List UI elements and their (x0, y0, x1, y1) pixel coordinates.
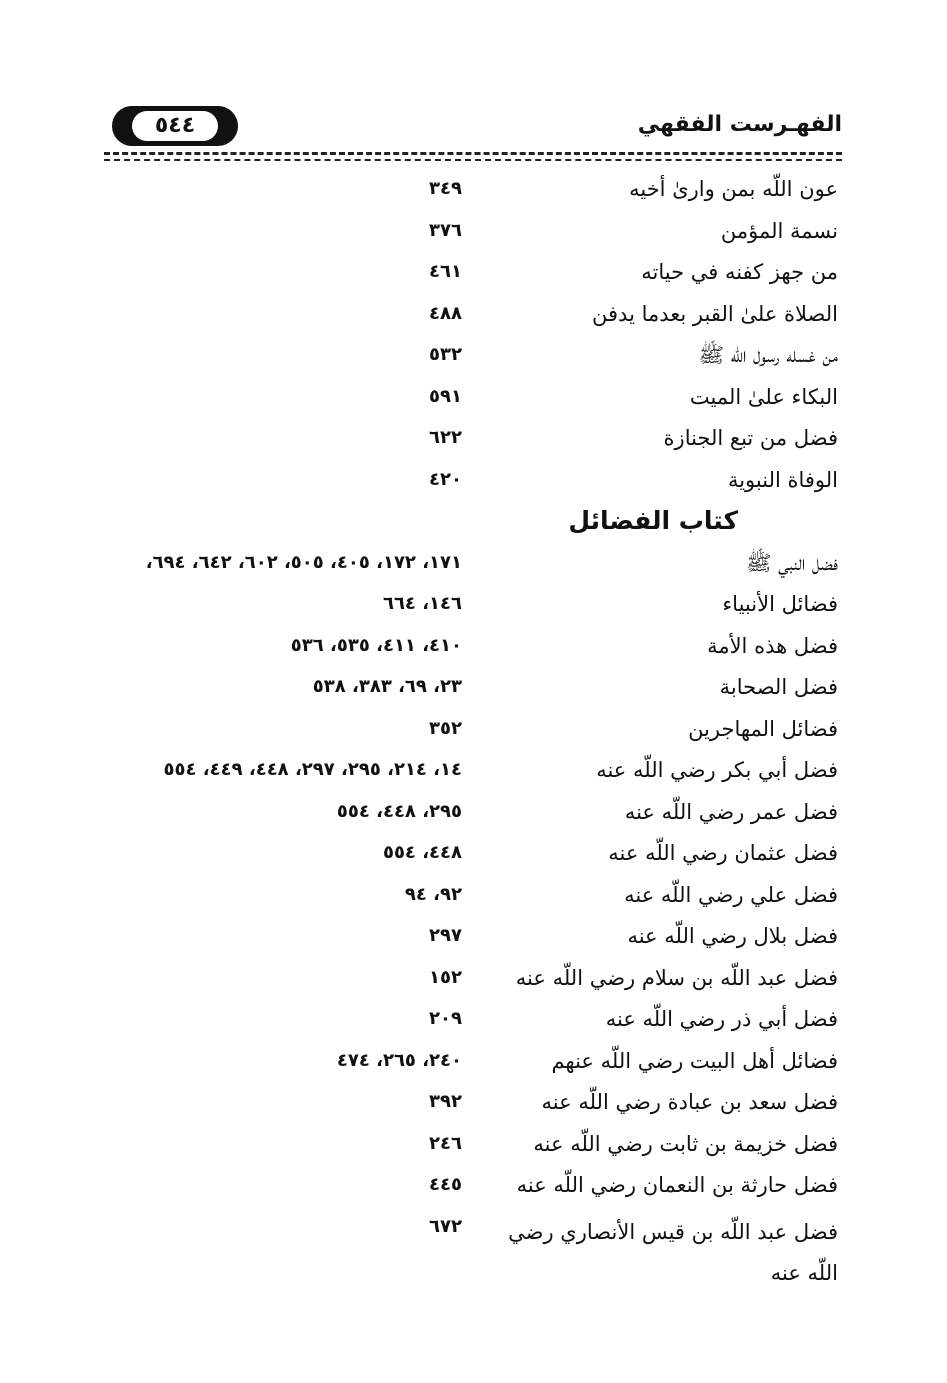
index-entry (100, 793, 842, 835)
entry-title: فضل عبد اللّه بن سلام رضي اللّه عنه (515, 965, 838, 990)
entry-title: الصلاة علىٰ القبر بعدما يدفن (592, 301, 838, 326)
entry-pages: ١٧١، ١٧٢، ٤٠٥، ٥٠٥، ٦٠٢، ٦٤٢، ٦٩٤، (145, 551, 462, 573)
page-number: ٥٤٤ (132, 111, 218, 141)
entry-title: عون اللّه بمن وارىٰ أخيه (629, 177, 838, 201)
index-entry (100, 585, 842, 627)
entry-pages: ٤٤٥ (429, 1174, 462, 1195)
entry-title: فضل بلال رضي اللّه عنه (627, 924, 838, 948)
entry-title: من جهز كفنه في حياته (641, 260, 838, 284)
index-entry (100, 710, 842, 752)
index-entry (100, 751, 842, 793)
entry-pages: ٣٩٢ (429, 1091, 462, 1112)
entry-title: فضل أبي بكر رضي اللّه عنه (596, 758, 838, 782)
index-entry (100, 461, 842, 503)
index-entry (100, 627, 842, 669)
entry-title: فضل عمر رضي اللّه عنه (624, 799, 838, 824)
entry-pages: ١٥٢ (429, 966, 462, 988)
entry-pages: ٢٠٩ (429, 1008, 462, 1029)
entry-title: فضل من تبع الجنازة (663, 426, 838, 450)
entry-pages: ١٤، ٢١٤، ٢٩٥، ٢٩٧، ٤٤٨، ٤٤٩، ٥٥٤ (163, 759, 462, 780)
entry-title: فضائل الأنبياء (722, 592, 838, 616)
entry-pages: ٢٤٦ (429, 1132, 462, 1154)
index-entry (100, 668, 842, 710)
entry-title: فضائل المهاجرين (688, 716, 838, 741)
entry-pages: ٢٩٥، ٤٤٨، ٥٥٤ (336, 800, 462, 822)
index-entry (100, 544, 842, 586)
entry-title: فضل عبد اللّه بن قيس الأنصاري رضي اللّه عنه (508, 1219, 838, 1285)
index-entry (100, 295, 842, 337)
page-number-badge (112, 106, 238, 146)
entry-pages: ٤٦١ (429, 261, 462, 282)
section-heading: كتاب الفضائل (568, 506, 738, 535)
running-title: الفهـرست الفقهي (637, 112, 842, 137)
header-divider-secondary (104, 159, 842, 161)
entry-title: فضل أبي ذر رضي اللّه عنه (605, 1007, 838, 1031)
entry-title: من غسله رسول اللّه ﷺ (698, 343, 838, 367)
index-entry (100, 876, 842, 918)
entry-title: فضل النبي ﷺ (746, 550, 838, 575)
index-list (100, 170, 842, 1292)
page-header (100, 100, 842, 162)
entry-title: فضل سعد بن عبادة رضي اللّه عنه (541, 1090, 838, 1114)
entry-title: البكاء علىٰ الميت (689, 384, 838, 409)
header-divider (104, 152, 842, 155)
index-entry (100, 1042, 842, 1084)
entry-pages: ٣٧٦ (429, 219, 462, 241)
entry-pages: ٢٩٧ (429, 925, 462, 946)
index-entry (100, 212, 842, 254)
entry-pages: ٣٤٩ (429, 178, 462, 199)
index-entry (100, 336, 842, 378)
entry-pages: ٢٣، ٦٩، ٣٨٣، ٥٣٨ (312, 676, 462, 697)
index-entry (100, 1000, 842, 1042)
entry-title: فضل الصحابة (719, 675, 838, 699)
section-heading-row (100, 502, 842, 544)
entry-pages: ٦٢٢ (429, 427, 462, 448)
index-entry (100, 170, 842, 212)
entry-pages: ٤١٠، ٤١١، ٥٣٥، ٥٣٦ (290, 634, 462, 656)
entry-title: الوفاة النبوية (727, 467, 838, 492)
entry-pages: ٤٨٨ (429, 302, 462, 324)
index-entry (100, 834, 842, 876)
entry-pages: ٤٢٠ (429, 468, 462, 490)
entry-pages: ١٤٦، ٦٦٤ (382, 593, 462, 614)
entry-pages: ٥٩١ (429, 385, 462, 407)
entry-pages: ٤٤٨، ٥٥٤ (382, 842, 462, 863)
entry-title: فضل علي رضي اللّه عنه (624, 882, 838, 907)
entry-pages: ٩٢، ٩٤ (404, 883, 462, 905)
entry-title: فضل هذه الأمة (707, 633, 838, 658)
entry-title: فضل عثمان رضي اللّه عنه (608, 841, 838, 865)
index-entry (100, 419, 842, 461)
entry-title: فضائل أهل البيت رضي اللّه عنهم (551, 1048, 838, 1073)
entry-pages: ٣٥٢ (429, 717, 462, 739)
entry-pages: ٢٤٠، ٢٦٥، ٤٧٤ (336, 1049, 462, 1071)
entry-pages: ٦٧٢ (429, 1215, 462, 1237)
index-entry (100, 253, 842, 295)
entry-title: نسمة المؤمن (720, 218, 838, 243)
index-entry (100, 1125, 842, 1167)
entry-title: فضل خزيمة بن ثابت رضي اللّه عنه (533, 1131, 838, 1156)
index-entry (100, 1208, 842, 1292)
entry-pages: ٥٣٢ (429, 344, 462, 365)
index-entry (100, 959, 842, 1001)
index-entry (100, 1166, 842, 1208)
index-entry (100, 378, 842, 420)
index-entry (100, 1083, 842, 1125)
index-entry (100, 917, 842, 959)
entry-title: فضل حارثة بن النعمان رضي اللّه عنه (516, 1173, 838, 1197)
